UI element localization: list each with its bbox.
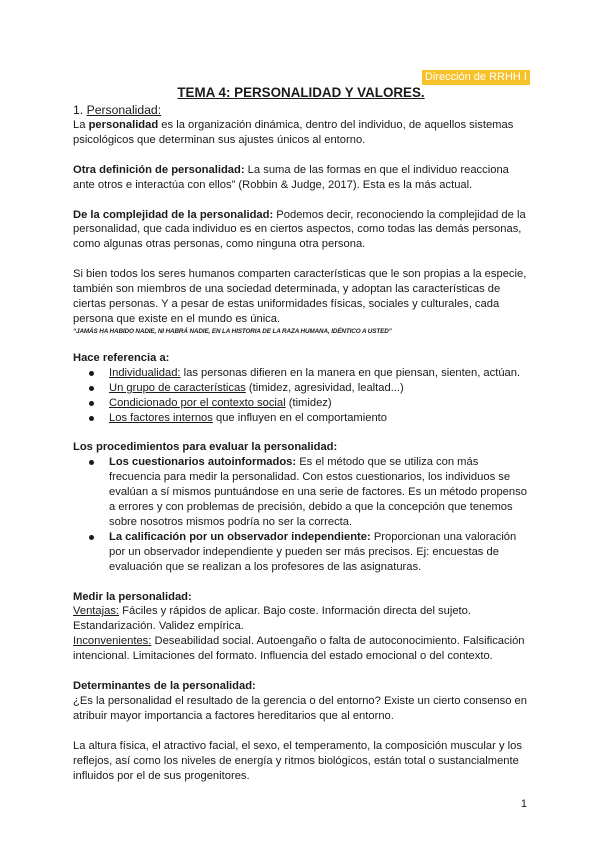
bold-term: De la complejidad de la personalidad: xyxy=(73,208,274,221)
determinantes-paragraph-1: ¿Es la personalidad el resultado de la gerencia o del entorno? Existe un cierto consenso en atribuir mayor importancia a factores hereditarios que al entorno. xyxy=(73,695,528,722)
list-item xyxy=(73,366,529,381)
bullet-icon xyxy=(89,401,94,406)
bold-term: Otra definición de personalidad: xyxy=(73,163,245,176)
underlined-term: Un grupo de características xyxy=(109,381,246,394)
text: Podemos decir, reconociendo la complejidad de la personalidad, que cada individuo es en ciertos aspectos, como todas las demás personas, como algunas otras personas, como ninguna otra persona. xyxy=(73,208,526,251)
procedimientos-heading xyxy=(73,440,529,455)
section-title: Personalidad: xyxy=(86,103,162,117)
hace-referencia-heading xyxy=(73,351,529,366)
determinantes-heading xyxy=(73,679,529,694)
section-number: 1. xyxy=(73,103,87,117)
list-item xyxy=(73,530,529,575)
determinantes-paragraph-2: La altura física, el atractivo facial, el sexo, el temperamento, la composición muscular y los reflejos, así como los niveles de energía y ritmos biológicos, están total o sustancialmente influidos por el de sus progenitores. xyxy=(73,739,522,782)
text: Deseabilidad social. Autoengaño o falta de autoconocimiento. Falsificación intencional. Limitaciones del formato. Influencia del estado emocional o del contexto. xyxy=(73,635,525,663)
document-body xyxy=(73,84,529,784)
bold-term: Hace referencia a: xyxy=(73,351,170,364)
bold-term: personalidad xyxy=(88,118,159,131)
bold-term: Los procedimientos para evaluar la personalidad: xyxy=(73,441,338,454)
section-heading xyxy=(73,103,529,118)
text: Fáciles y rápidos de aplicar. Bajo coste. Información directa del sujeto. Estandarización. Validez empírica. xyxy=(73,605,471,633)
list-item xyxy=(73,411,529,426)
paragraph-complejidad xyxy=(73,208,529,253)
text: Es el método que se utiliza con más frecuencia para medir la personalidad. Con estos cuestionarios, los individuos se evalúan a sí mismos puntuándose en una serie de factores. Es un método propenso a errores y con problemas de precisión, debido a que la concepción que tenemos sobre nosotros mismos podría no ser la correcta. xyxy=(109,456,527,528)
bold-term: La calificación por un observador independiente: xyxy=(109,530,371,543)
text: es la organización dinámica, dentro del individuo, de aquellos sistemas psicológicos que determinan sus ajustes únicos al entorno. xyxy=(73,118,514,146)
paragraph-intro xyxy=(73,118,529,148)
bullet-icon xyxy=(89,460,94,465)
bold-term: Determinantes de la personalidad: xyxy=(73,680,256,693)
bold-term: Medir la personalidad: xyxy=(73,590,192,603)
text: las personas difieren en la manera en que piensan, sienten, actúan. xyxy=(180,366,521,379)
bold-term: Los cuestionarios autoinformados: xyxy=(109,456,297,469)
underlined-term: Condicionado por el contexto social xyxy=(109,396,286,409)
text: (timidez) xyxy=(285,396,332,409)
bullet-icon xyxy=(89,371,94,376)
text: que influyen en el comportamiento xyxy=(212,411,387,424)
text: (timidez, agresividad, lealtad...) xyxy=(245,381,404,394)
procedimientos-list xyxy=(73,455,529,574)
underlined-term: Individualidad: xyxy=(109,366,181,379)
bullet-icon xyxy=(89,386,94,391)
bullet-icon xyxy=(89,416,94,421)
underlined-term: Inconvenientes: xyxy=(73,635,152,648)
underlined-term: Ventajas: xyxy=(73,605,120,618)
medir-heading xyxy=(73,590,529,605)
page-number: 1 xyxy=(520,798,527,810)
paragraph-si-bien: Si bien todos los seres humanos comparten características que le son propias a la especie, también son miembros de una sociedad determinada, y adoptan las características de ciertas personas. Y a pesar de estas uniformidades físicas, sociales y culturales, cada persona que existe en el mundo es única. xyxy=(73,268,527,325)
underlined-term: Los factores internos xyxy=(109,411,213,424)
text: Proporcionan una valoración por un observador independiente y pueden ser más precisos. Ej: encuestas de evaluación que se realizan a los profesores de las asignaturas. xyxy=(109,530,517,573)
text: La xyxy=(73,118,89,131)
hace-referencia-list xyxy=(73,366,529,426)
bullet-icon xyxy=(89,535,94,540)
paragraph-otra-definicion xyxy=(73,163,529,193)
course-badge: Dirección de RRHH I xyxy=(422,70,530,85)
ventajas-paragraph xyxy=(73,604,529,634)
text: La suma de las formas en que el individuo reacciona ante otros e interactúa con ellos” (Robbin & Judge, 2017). Esta es la más actual. xyxy=(73,163,509,191)
list-item xyxy=(73,381,529,396)
inconvenientes-paragraph xyxy=(73,634,529,664)
list-item xyxy=(73,455,529,530)
quote: “JAMÁS HA HABIDO NADIE, NI HABRÁ NADIE, EN LA HISTORIA DE LA RAZA HUMANA, IDÉNTICO A USTED” xyxy=(73,327,392,335)
page-title: TEMA 4: PERSONALIDAD Y VALORES. xyxy=(177,85,425,100)
list-item xyxy=(73,396,529,411)
